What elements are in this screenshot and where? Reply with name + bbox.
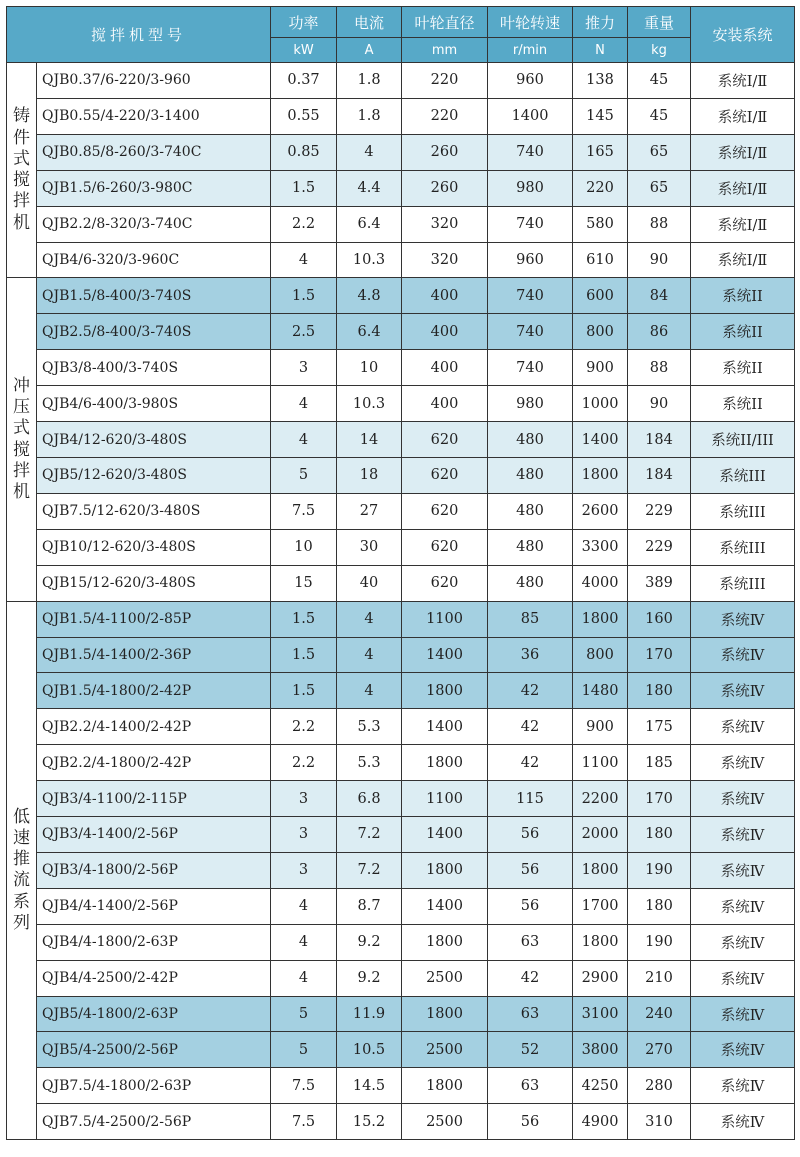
cell-weight: 160 bbox=[628, 601, 691, 637]
cell-thrust: 4900 bbox=[573, 1104, 628, 1140]
table-row bbox=[7, 63, 795, 99]
cell-install-system: 系统Ⅳ bbox=[691, 996, 795, 1032]
cell-thrust: 800 bbox=[573, 637, 628, 673]
cell-current: 4 bbox=[337, 601, 402, 637]
cell-power: 2.5 bbox=[271, 314, 337, 350]
cell-thrust: 4250 bbox=[573, 1068, 628, 1104]
cell-diameter: 400 bbox=[402, 386, 488, 422]
cell-install-system: 系统Ⅰ/Ⅱ bbox=[691, 63, 795, 99]
cell-model: QJB1.5/6-260/3-980C bbox=[37, 170, 271, 206]
header-model: 搅拌机型号 bbox=[7, 7, 271, 63]
cell-diameter: 400 bbox=[402, 314, 488, 350]
cell-power: 3 bbox=[271, 852, 337, 888]
cell-install-system: 系统Ⅳ bbox=[691, 637, 795, 673]
cell-speed: 980 bbox=[488, 386, 573, 422]
cell-install-system: 系统III bbox=[691, 565, 795, 601]
cell-weight: 185 bbox=[628, 745, 691, 781]
cell-current: 27 bbox=[337, 493, 402, 529]
cell-install-system: 系统Ⅳ bbox=[691, 1104, 795, 1140]
cell-diameter: 1400 bbox=[402, 817, 488, 853]
cell-thrust: 3800 bbox=[573, 1032, 628, 1068]
cell-current: 7.2 bbox=[337, 817, 402, 853]
cell-power: 0.55 bbox=[271, 98, 337, 134]
cell-install-system: 系统Ⅰ/Ⅱ bbox=[691, 170, 795, 206]
cell-thrust: 1000 bbox=[573, 386, 628, 422]
cell-diameter: 620 bbox=[402, 422, 488, 458]
table-row bbox=[7, 709, 795, 745]
cell-thrust: 1100 bbox=[573, 745, 628, 781]
cell-speed: 42 bbox=[488, 709, 573, 745]
cell-power: 1.5 bbox=[271, 278, 337, 314]
cell-weight: 184 bbox=[628, 457, 691, 493]
cell-power: 3 bbox=[271, 781, 337, 817]
cell-install-system: 系统II bbox=[691, 278, 795, 314]
table-row bbox=[7, 888, 795, 924]
cell-weight: 88 bbox=[628, 350, 691, 386]
cell-thrust: 145 bbox=[573, 98, 628, 134]
cell-power: 2.2 bbox=[271, 745, 337, 781]
cell-install-system: 系统Ⅰ/Ⅱ bbox=[691, 134, 795, 170]
table-row bbox=[7, 960, 795, 996]
cell-speed: 63 bbox=[488, 996, 573, 1032]
cell-install-system: 系统Ⅳ bbox=[691, 745, 795, 781]
group-label-text: 低速推流系列 bbox=[13, 806, 30, 933]
cell-power: 10 bbox=[271, 529, 337, 565]
cell-speed: 63 bbox=[488, 924, 573, 960]
cell-power: 4 bbox=[271, 960, 337, 996]
cell-current: 8.7 bbox=[337, 888, 402, 924]
table-row bbox=[7, 1032, 795, 1068]
cell-diameter: 400 bbox=[402, 350, 488, 386]
cell-diameter: 1400 bbox=[402, 888, 488, 924]
table-row bbox=[7, 422, 795, 458]
cell-thrust: 800 bbox=[573, 314, 628, 350]
cell-diameter: 1800 bbox=[402, 996, 488, 1032]
cell-power: 5 bbox=[271, 1032, 337, 1068]
cell-current: 18 bbox=[337, 457, 402, 493]
cell-install-system: 系统Ⅳ bbox=[691, 852, 795, 888]
unit-speed: r/min bbox=[488, 38, 573, 63]
table-row bbox=[7, 1104, 795, 1140]
cell-install-system: 系统I/Ⅱ bbox=[691, 206, 795, 242]
cell-power: 1.5 bbox=[271, 637, 337, 673]
cell-current: 4.4 bbox=[337, 170, 402, 206]
cell-diameter: 620 bbox=[402, 529, 488, 565]
cell-weight: 90 bbox=[628, 242, 691, 278]
cell-speed: 63 bbox=[488, 1068, 573, 1104]
cell-diameter: 1800 bbox=[402, 852, 488, 888]
table-row bbox=[7, 565, 795, 601]
cell-current: 4 bbox=[337, 673, 402, 709]
cell-current: 4 bbox=[337, 134, 402, 170]
cell-current: 6.4 bbox=[337, 206, 402, 242]
cell-model: QJB2.2/8-320/3-740C bbox=[37, 206, 271, 242]
cell-speed: 960 bbox=[488, 63, 573, 99]
table-row bbox=[7, 781, 795, 817]
table-row bbox=[7, 529, 795, 565]
cell-speed: 740 bbox=[488, 206, 573, 242]
cell-model: QJB4/4-1800/2-63P bbox=[37, 924, 271, 960]
cell-thrust: 1800 bbox=[573, 924, 628, 960]
cell-current: 15.2 bbox=[337, 1104, 402, 1140]
table-row bbox=[7, 745, 795, 781]
cell-model: QJB0.55/4-220/3-1400 bbox=[37, 98, 271, 134]
cell-install-system: 系统Ⅳ bbox=[691, 924, 795, 960]
cell-speed: 480 bbox=[488, 422, 573, 458]
table-row bbox=[7, 278, 795, 314]
cell-diameter: 1800 bbox=[402, 1068, 488, 1104]
cell-thrust: 3100 bbox=[573, 996, 628, 1032]
table-body bbox=[7, 63, 795, 1140]
cell-power: 7.5 bbox=[271, 1068, 337, 1104]
cell-install-system: 系统II bbox=[691, 350, 795, 386]
cell-speed: 52 bbox=[488, 1032, 573, 1068]
table-row bbox=[7, 673, 795, 709]
cell-weight: 210 bbox=[628, 960, 691, 996]
cell-weight: 180 bbox=[628, 817, 691, 853]
spec-sheet bbox=[6, 6, 794, 1140]
cell-power: 5 bbox=[271, 996, 337, 1032]
cell-speed: 85 bbox=[488, 601, 573, 637]
cell-thrust: 2200 bbox=[573, 781, 628, 817]
group-label bbox=[7, 278, 37, 601]
cell-weight: 229 bbox=[628, 493, 691, 529]
cell-install-system: 系统Ⅳ bbox=[691, 888, 795, 924]
cell-diameter: 2500 bbox=[402, 960, 488, 996]
cell-install-system: 系统III bbox=[691, 529, 795, 565]
cell-speed: 960 bbox=[488, 242, 573, 278]
cell-thrust: 1480 bbox=[573, 673, 628, 709]
cell-thrust: 1400 bbox=[573, 422, 628, 458]
cell-weight: 389 bbox=[628, 565, 691, 601]
table-row bbox=[7, 852, 795, 888]
cell-diameter: 1800 bbox=[402, 745, 488, 781]
cell-weight: 280 bbox=[628, 1068, 691, 1104]
cell-model: QJB1.5/4-1800/2-42P bbox=[37, 673, 271, 709]
cell-diameter: 220 bbox=[402, 98, 488, 134]
unit-current: A bbox=[337, 38, 402, 63]
cell-speed: 480 bbox=[488, 457, 573, 493]
cell-thrust: 2600 bbox=[573, 493, 628, 529]
cell-model: QJB1.5/4-1400/2-36P bbox=[37, 637, 271, 673]
cell-diameter: 1400 bbox=[402, 709, 488, 745]
cell-diameter: 1800 bbox=[402, 924, 488, 960]
cell-model: QJB5/12-620/3-480S bbox=[37, 457, 271, 493]
cell-install-system: 系统Ⅳ bbox=[691, 601, 795, 637]
cell-speed: 1400 bbox=[488, 98, 573, 134]
table-row bbox=[7, 1068, 795, 1104]
cell-model: QJB1.5/8-400/3-740S bbox=[37, 278, 271, 314]
header-impeller-speed: 叶轮转速 bbox=[488, 7, 573, 38]
cell-power: 2.2 bbox=[271, 709, 337, 745]
cell-thrust: 600 bbox=[573, 278, 628, 314]
cell-thrust: 1800 bbox=[573, 457, 628, 493]
cell-model: QJB4/4-2500/2-42P bbox=[37, 960, 271, 996]
cell-power: 4 bbox=[271, 422, 337, 458]
cell-weight: 270 bbox=[628, 1032, 691, 1068]
cell-diameter: 320 bbox=[402, 206, 488, 242]
cell-current: 4.8 bbox=[337, 278, 402, 314]
cell-model: QJB7.5/4-2500/2-56P bbox=[37, 1104, 271, 1140]
cell-current: 6.4 bbox=[337, 314, 402, 350]
cell-install-system: 系统II/III bbox=[691, 422, 795, 458]
cell-thrust: 900 bbox=[573, 350, 628, 386]
table-row bbox=[7, 98, 795, 134]
cell-weight: 88 bbox=[628, 206, 691, 242]
table-row bbox=[7, 817, 795, 853]
cell-current: 1.8 bbox=[337, 98, 402, 134]
cell-current: 40 bbox=[337, 565, 402, 601]
cell-thrust: 900 bbox=[573, 709, 628, 745]
cell-install-system: 系统Ⅳ bbox=[691, 709, 795, 745]
cell-weight: 45 bbox=[628, 63, 691, 99]
unit-diameter: mm bbox=[402, 38, 488, 63]
cell-thrust: 165 bbox=[573, 134, 628, 170]
cell-diameter: 260 bbox=[402, 170, 488, 206]
cell-install-system: 系统Ⅳ bbox=[691, 781, 795, 817]
header-power: 功率 bbox=[271, 7, 337, 38]
cell-speed: 56 bbox=[488, 1104, 573, 1140]
cell-speed: 56 bbox=[488, 852, 573, 888]
cell-current: 10.5 bbox=[337, 1032, 402, 1068]
cell-model: QJB4/6-400/3-980S bbox=[37, 386, 271, 422]
cell-weight: 170 bbox=[628, 781, 691, 817]
group-label bbox=[7, 601, 37, 1140]
cell-weight: 310 bbox=[628, 1104, 691, 1140]
cell-install-system: 系统II bbox=[691, 314, 795, 350]
cell-power: 4 bbox=[271, 386, 337, 422]
cell-current: 10 bbox=[337, 350, 402, 386]
cell-current: 7.2 bbox=[337, 852, 402, 888]
cell-power: 1.5 bbox=[271, 673, 337, 709]
table-header bbox=[7, 7, 795, 63]
header-weight: 重量 bbox=[628, 7, 691, 38]
cell-power: 0.85 bbox=[271, 134, 337, 170]
cell-thrust: 220 bbox=[573, 170, 628, 206]
cell-weight: 184 bbox=[628, 422, 691, 458]
cell-weight: 240 bbox=[628, 996, 691, 1032]
cell-weight: 45 bbox=[628, 98, 691, 134]
cell-speed: 740 bbox=[488, 314, 573, 350]
cell-speed: 480 bbox=[488, 493, 573, 529]
cell-weight: 180 bbox=[628, 673, 691, 709]
cell-power: 4 bbox=[271, 888, 337, 924]
cell-power: 3 bbox=[271, 817, 337, 853]
cell-weight: 65 bbox=[628, 134, 691, 170]
table-row bbox=[7, 601, 795, 637]
cell-current: 11.9 bbox=[337, 996, 402, 1032]
cell-power: 1.5 bbox=[271, 601, 337, 637]
cell-model: QJB2.5/8-400/3-740S bbox=[37, 314, 271, 350]
cell-thrust: 1800 bbox=[573, 601, 628, 637]
cell-power: 2.2 bbox=[271, 206, 337, 242]
cell-model: QJB4/6-320/3-960C bbox=[37, 242, 271, 278]
cell-speed: 480 bbox=[488, 529, 573, 565]
cell-speed: 740 bbox=[488, 134, 573, 170]
cell-diameter: 1100 bbox=[402, 601, 488, 637]
cell-speed: 480 bbox=[488, 565, 573, 601]
cell-weight: 190 bbox=[628, 852, 691, 888]
cell-model: QJB7.5/12-620/3-480S bbox=[37, 493, 271, 529]
cell-model: QJB3/4-1800/2-56P bbox=[37, 852, 271, 888]
unit-power: kW bbox=[271, 38, 337, 63]
cell-current: 14.5 bbox=[337, 1068, 402, 1104]
cell-current: 14 bbox=[337, 422, 402, 458]
table-row bbox=[7, 493, 795, 529]
cell-power: 5 bbox=[271, 457, 337, 493]
cell-current: 4 bbox=[337, 637, 402, 673]
table-row bbox=[7, 386, 795, 422]
cell-power: 3 bbox=[271, 350, 337, 386]
table-row bbox=[7, 457, 795, 493]
cell-power: 4 bbox=[271, 242, 337, 278]
cell-power: 0.37 bbox=[271, 63, 337, 99]
cell-install-system: 系统III bbox=[691, 493, 795, 529]
cell-diameter: 620 bbox=[402, 457, 488, 493]
cell-power: 7.5 bbox=[271, 493, 337, 529]
cell-install-system: 系统Ⅳ bbox=[691, 673, 795, 709]
cell-model: QJB3/8-400/3-740S bbox=[37, 350, 271, 386]
unit-thrust: N bbox=[573, 38, 628, 63]
cell-speed: 42 bbox=[488, 745, 573, 781]
cell-install-system: 系统Ⅳ bbox=[691, 1032, 795, 1068]
mixer-spec-table bbox=[6, 6, 795, 1140]
table-row bbox=[7, 314, 795, 350]
cell-thrust: 138 bbox=[573, 63, 628, 99]
cell-model: QJB3/4-1100/2-115P bbox=[37, 781, 271, 817]
cell-current: 5.3 bbox=[337, 745, 402, 781]
group-label-text: 铸件式搅拌机 bbox=[13, 106, 30, 233]
cell-install-system: 系统II bbox=[691, 386, 795, 422]
cell-thrust: 1800 bbox=[573, 852, 628, 888]
header-install-system: 安装系统 bbox=[691, 7, 795, 63]
cell-install-system: 系统Ⅰ/Ⅱ bbox=[691, 98, 795, 134]
table-row bbox=[7, 206, 795, 242]
table-row bbox=[7, 242, 795, 278]
cell-current: 9.2 bbox=[337, 960, 402, 996]
cell-thrust: 1700 bbox=[573, 888, 628, 924]
table-row bbox=[7, 924, 795, 960]
cell-diameter: 2500 bbox=[402, 1104, 488, 1140]
cell-diameter: 620 bbox=[402, 565, 488, 601]
cell-diameter: 620 bbox=[402, 493, 488, 529]
cell-weight: 84 bbox=[628, 278, 691, 314]
cell-speed: 740 bbox=[488, 350, 573, 386]
cell-diameter: 2500 bbox=[402, 1032, 488, 1068]
cell-model: QJB5/4-2500/2-56P bbox=[37, 1032, 271, 1068]
cell-model: QJB4/12-620/3-480S bbox=[37, 422, 271, 458]
cell-current: 5.3 bbox=[337, 709, 402, 745]
cell-power: 1.5 bbox=[271, 170, 337, 206]
cell-model: QJB3/4-1400/2-56P bbox=[37, 817, 271, 853]
cell-install-system: 系统Ⅳ bbox=[691, 960, 795, 996]
cell-speed: 115 bbox=[488, 781, 573, 817]
cell-power: 4 bbox=[271, 924, 337, 960]
cell-diameter: 1400 bbox=[402, 637, 488, 673]
cell-thrust: 580 bbox=[573, 206, 628, 242]
cell-speed: 980 bbox=[488, 170, 573, 206]
table-row bbox=[7, 170, 795, 206]
group-label-text: 冲压式搅拌机 bbox=[13, 375, 30, 503]
cell-current: 10.3 bbox=[337, 242, 402, 278]
cell-weight: 170 bbox=[628, 637, 691, 673]
header-thrust: 推力 bbox=[573, 7, 628, 38]
cell-model: QJB2.2/4-1800/2-42P bbox=[37, 745, 271, 781]
cell-weight: 180 bbox=[628, 888, 691, 924]
cell-current: 9.2 bbox=[337, 924, 402, 960]
table-row bbox=[7, 134, 795, 170]
cell-diameter: 260 bbox=[402, 134, 488, 170]
cell-model: QJB0.37/6-220/3-960 bbox=[37, 63, 271, 99]
cell-model: QJB1.5/4-1100/2-85P bbox=[37, 601, 271, 637]
cell-weight: 175 bbox=[628, 709, 691, 745]
cell-speed: 42 bbox=[488, 673, 573, 709]
cell-speed: 56 bbox=[488, 888, 573, 924]
cell-diameter: 320 bbox=[402, 242, 488, 278]
cell-weight: 90 bbox=[628, 386, 691, 422]
cell-weight: 65 bbox=[628, 170, 691, 206]
cell-current: 30 bbox=[337, 529, 402, 565]
cell-install-system: 系统III bbox=[691, 457, 795, 493]
cell-power: 15 bbox=[271, 565, 337, 601]
cell-power: 7.5 bbox=[271, 1104, 337, 1140]
cell-weight: 229 bbox=[628, 529, 691, 565]
cell-diameter: 220 bbox=[402, 63, 488, 99]
cell-thrust: 2900 bbox=[573, 960, 628, 996]
cell-current: 1.8 bbox=[337, 63, 402, 99]
cell-thrust: 4000 bbox=[573, 565, 628, 601]
cell-model: QJB4/4-1400/2-56P bbox=[37, 888, 271, 924]
cell-current: 10.3 bbox=[337, 386, 402, 422]
header-current: 电流 bbox=[337, 7, 402, 38]
cell-speed: 56 bbox=[488, 817, 573, 853]
header-impeller-diameter: 叶轮直径 bbox=[402, 7, 488, 38]
cell-model: QJB0.85/8-260/3-740C bbox=[37, 134, 271, 170]
cell-install-system: 系统Ⅳ bbox=[691, 1068, 795, 1104]
cell-weight: 86 bbox=[628, 314, 691, 350]
cell-weight: 190 bbox=[628, 924, 691, 960]
cell-diameter: 1800 bbox=[402, 673, 488, 709]
cell-speed: 42 bbox=[488, 960, 573, 996]
cell-thrust: 2000 bbox=[573, 817, 628, 853]
cell-speed: 36 bbox=[488, 637, 573, 673]
cell-install-system: 系统Ⅳ bbox=[691, 817, 795, 853]
table-row bbox=[7, 996, 795, 1032]
unit-weight: kg bbox=[628, 38, 691, 63]
cell-diameter: 400 bbox=[402, 278, 488, 314]
cell-model: QJB7.5/4-1800/2-63P bbox=[37, 1068, 271, 1104]
cell-model: QJB5/4-1800/2-63P bbox=[37, 996, 271, 1032]
cell-current: 6.8 bbox=[337, 781, 402, 817]
cell-model: QJB2.2/4-1400/2-42P bbox=[37, 709, 271, 745]
cell-speed: 740 bbox=[488, 278, 573, 314]
cell-diameter: 1100 bbox=[402, 781, 488, 817]
table-row bbox=[7, 350, 795, 386]
cell-thrust: 3300 bbox=[573, 529, 628, 565]
cell-model: QJB10/12-620/3-480S bbox=[37, 529, 271, 565]
group-label bbox=[7, 63, 37, 278]
cell-thrust: 610 bbox=[573, 242, 628, 278]
cell-model: QJB15/12-620/3-480S bbox=[37, 565, 271, 601]
cell-install-system: 系统I/Ⅱ bbox=[691, 242, 795, 278]
table-row bbox=[7, 637, 795, 673]
